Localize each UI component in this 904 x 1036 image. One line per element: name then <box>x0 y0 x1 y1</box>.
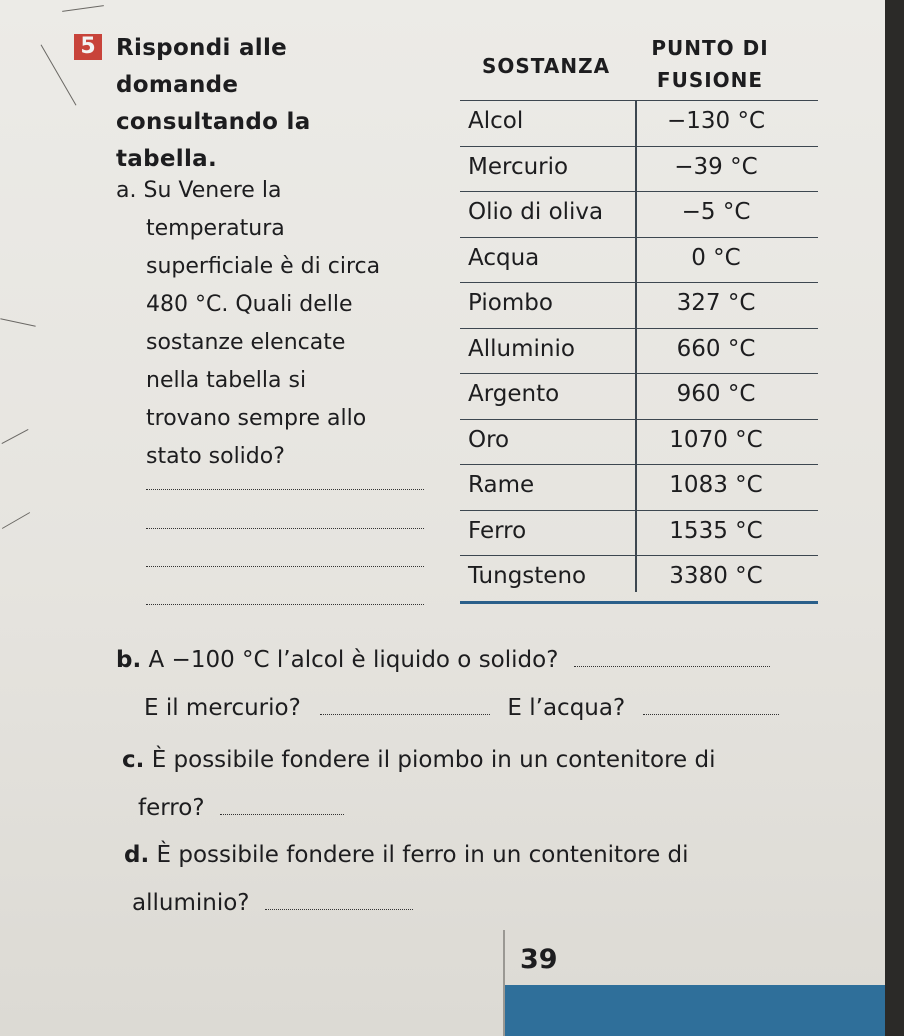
cell-melting-point: 960 °C <box>676 381 756 407</box>
question-c-text: È possibile fondere il piombo in un contenitore di <box>151 747 716 773</box>
question-b-text: E l’acqua? <box>507 695 626 721</box>
answer-line-c[interactable] <box>220 814 344 815</box>
question-b-second-line <box>144 693 779 723</box>
cell-substance: Alluminio <box>468 335 575 362</box>
cell-melting-point: −5 °C <box>681 199 751 225</box>
answer-line-b1[interactable] <box>574 666 770 667</box>
table-row <box>460 100 818 146</box>
cell-substance: Olio di oliva <box>468 199 604 225</box>
table-row <box>460 464 818 510</box>
table-row <box>460 419 818 465</box>
cell-melting-point: 0 °C <box>691 244 741 271</box>
answer-line-a4[interactable] <box>146 604 424 605</box>
question-c-text: ferro? <box>138 795 205 821</box>
answer-line-d[interactable] <box>265 909 413 910</box>
cell-melting-point: 660 °C <box>676 335 756 362</box>
footer-band <box>505 985 885 1036</box>
question-c-second-line <box>138 793 344 823</box>
answer-line-b3[interactable] <box>643 714 779 715</box>
pencil-mark <box>2 429 29 444</box>
cell-substance: Acqua <box>468 244 540 271</box>
answer-line-a2[interactable] <box>146 528 424 529</box>
table-row <box>460 373 818 419</box>
cell-melting-point: 1083 °C <box>669 472 763 498</box>
question-d-text: È possibile fondere il ferro in un contenitore di <box>156 842 689 868</box>
answer-line-a1[interactable] <box>146 489 424 490</box>
pencil-mark <box>41 44 77 105</box>
cell-substance: Mercurio <box>468 153 569 180</box>
heading-line: consultando la <box>116 109 311 135</box>
cell-melting-point: 3380 °C <box>669 563 763 589</box>
melting-point-table <box>460 36 818 604</box>
header-substance: SOSTANZA <box>482 54 611 78</box>
page-edge-shadow <box>885 0 904 1036</box>
question-a-label: a. <box>116 178 137 203</box>
question-d-text: alluminio? <box>132 890 250 916</box>
cell-substance: Argento <box>468 381 560 407</box>
table-row <box>460 555 818 604</box>
table-row <box>460 146 818 192</box>
cell-substance: Oro <box>468 426 510 453</box>
pencil-mark <box>62 5 104 12</box>
question-d-second-line <box>132 888 413 918</box>
cell-substance: Rame <box>468 472 535 498</box>
question-a-text: stato solido? <box>146 444 285 469</box>
question-a-text: sostanze elencate <box>146 330 346 355</box>
question-c-label: c. <box>122 747 145 773</box>
cell-substance: Alcol <box>468 108 524 134</box>
question-a-text: nella tabella si <box>146 368 307 393</box>
heading-line: domande <box>116 72 239 98</box>
answer-line-a3[interactable] <box>146 566 424 567</box>
question-a-text: trovano sempre allo <box>146 406 367 431</box>
cell-substance: Tungsteno <box>468 563 587 589</box>
cell-melting-point: 1535 °C <box>669 517 763 544</box>
question-d <box>124 840 689 870</box>
table-row <box>460 191 818 237</box>
question-a <box>116 172 416 476</box>
cell-substance: Piombo <box>468 290 553 316</box>
heading-line: Rispondi alle <box>116 35 288 61</box>
question-a-text: temperatura <box>146 216 285 241</box>
cell-substance: Ferro <box>468 517 527 544</box>
question-b-text: E il mercurio? <box>144 695 301 721</box>
question-c <box>122 745 716 775</box>
exercise-number: 5 <box>74 34 102 60</box>
header-melting-point <box>645 32 775 96</box>
question-d-label: d. <box>124 842 150 868</box>
pencil-mark <box>2 512 30 529</box>
pencil-mark <box>0 318 35 326</box>
heading-line: tabella. <box>116 146 218 172</box>
table-row <box>460 510 818 556</box>
table-row <box>460 237 818 283</box>
question-a-first-line <box>116 172 416 210</box>
header-melting-line: PUNTO DI <box>651 36 769 60</box>
page-number: 39 <box>520 944 558 975</box>
question-b-text: A −100 °C l’alcol è liquido o solido? <box>148 647 559 673</box>
question-b-label: b. <box>116 647 142 673</box>
answer-line-b2[interactable] <box>320 714 490 715</box>
table-header <box>460 36 818 100</box>
exercise-heading <box>116 30 311 178</box>
cell-melting-point: 327 °C <box>676 290 756 316</box>
cell-melting-point: −39 °C <box>674 153 758 180</box>
question-a-text: 480 °C. Quali delle <box>146 292 353 317</box>
table-row <box>460 328 818 374</box>
table-row <box>460 282 818 328</box>
cell-melting-point: −130 °C <box>666 108 766 134</box>
cell-melting-point: 1070 °C <box>669 426 763 453</box>
header-melting-line: FUSIONE <box>656 68 764 92</box>
question-a-text: Su Venere la <box>143 178 282 203</box>
question-b <box>116 645 770 675</box>
table-body <box>460 100 818 604</box>
question-a-text: superficiale è di circa <box>146 254 381 279</box>
